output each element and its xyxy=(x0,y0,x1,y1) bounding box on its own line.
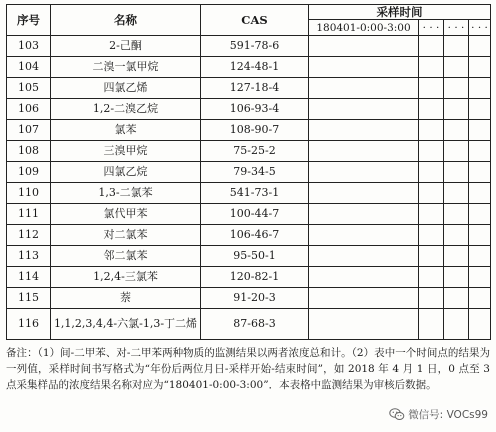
cell-value xyxy=(309,204,419,225)
cell-name: 1,2-二溴乙烷 xyxy=(51,99,201,120)
table-row xyxy=(7,36,491,57)
cell-seq: 112 xyxy=(7,225,51,246)
header-time-col: · · · xyxy=(469,20,491,36)
cell-name: 三溴甲烷 xyxy=(51,141,201,162)
cell-name: 1,2,4-三氯苯 xyxy=(51,267,201,288)
cell-value xyxy=(309,99,419,120)
cell-value xyxy=(444,204,469,225)
cell-value xyxy=(469,267,491,288)
wechat-icon xyxy=(389,408,405,421)
cell-value xyxy=(444,225,469,246)
cell-cas: 106-46-7 xyxy=(201,225,309,246)
cell-value xyxy=(444,120,469,141)
cell-name: 二溴一氯甲烷 xyxy=(51,57,201,78)
cell-seq: 115 xyxy=(7,288,51,309)
cell-value xyxy=(309,78,419,99)
cell-cas: 120-82-1 xyxy=(201,267,309,288)
cell-value xyxy=(419,57,444,78)
header-seq: 序号 xyxy=(7,5,51,36)
cell-name: 邻二氯苯 xyxy=(51,246,201,267)
cell-cas: 124-48-1 xyxy=(201,57,309,78)
cell-value xyxy=(419,225,444,246)
cell-cas: 75-25-2 xyxy=(201,141,309,162)
cell-cas: 95-50-1 xyxy=(201,246,309,267)
cell-seq: 108 xyxy=(7,141,51,162)
cell-value xyxy=(309,288,419,309)
header-time-col: · · · xyxy=(444,20,469,36)
cell-cas: 108-90-7 xyxy=(201,120,309,141)
cell-value xyxy=(419,120,444,141)
table-note: 备注：（1）间-二甲苯、对-二甲苯两种物质的监测结果以两者浓度总和计。（2）表中一个时间点的结果为一列值，采样时间书写格式为“年份后两位月日-采样开始-结束时间”，如 2018 年 4 月 1 日，0 点至 3 点采集样品的浓度结果名称对应为“180401-0:00-3:00”．本表格中监测结果为审核后数据。 xyxy=(6,347,490,391)
watermark xyxy=(389,407,488,422)
cell-value xyxy=(469,225,491,246)
cell-name: 氯苯 xyxy=(51,120,201,141)
cell-value xyxy=(419,246,444,267)
cell-value xyxy=(309,267,419,288)
table-row xyxy=(7,141,491,162)
cell-value xyxy=(469,288,491,309)
cell-cas: 106-93-4 xyxy=(201,99,309,120)
cell-value xyxy=(469,183,491,204)
cell-value xyxy=(469,36,491,57)
cell-name: 四氯乙烷 xyxy=(51,162,201,183)
cell-name: 2-己酮 xyxy=(51,36,201,57)
table-row xyxy=(7,78,491,99)
cell-value xyxy=(469,141,491,162)
cell-seq: 107 xyxy=(7,120,51,141)
cell-name: 氯代甲苯 xyxy=(51,204,201,225)
cell-cas: 91-20-3 xyxy=(201,288,309,309)
table-row xyxy=(7,309,491,340)
cell-value xyxy=(444,141,469,162)
cell-value xyxy=(444,162,469,183)
cell-value xyxy=(469,78,491,99)
cell-value xyxy=(309,162,419,183)
cell-value xyxy=(469,246,491,267)
cell-value xyxy=(444,246,469,267)
cell-cas: 541-73-1 xyxy=(201,183,309,204)
cell-seq: 106 xyxy=(7,99,51,120)
cell-value xyxy=(444,36,469,57)
cell-value xyxy=(469,309,491,340)
cell-value xyxy=(444,183,469,204)
cell-value xyxy=(444,57,469,78)
cell-value xyxy=(419,309,444,340)
table-row xyxy=(7,225,491,246)
table-body xyxy=(7,36,491,340)
cell-value xyxy=(419,288,444,309)
cell-seq: 110 xyxy=(7,183,51,204)
cell-value xyxy=(444,99,469,120)
cell-seq: 116 xyxy=(7,309,51,340)
document-sheet xyxy=(6,4,490,393)
cell-name: 对二氯苯 xyxy=(51,225,201,246)
cell-value xyxy=(309,36,419,57)
table-row xyxy=(7,288,491,309)
table-row xyxy=(7,162,491,183)
cell-value xyxy=(309,57,419,78)
header-time-col: · · · xyxy=(419,20,444,36)
cell-value xyxy=(419,78,444,99)
cell-value xyxy=(419,162,444,183)
cell-cas: 87-68-3 xyxy=(201,309,309,340)
table-row xyxy=(7,183,491,204)
cell-seq: 105 xyxy=(7,78,51,99)
cell-name: 萘 xyxy=(51,288,201,309)
header-sampling-time: 采样时间 xyxy=(309,5,491,20)
cell-value xyxy=(419,183,444,204)
header-time-col: 180401-0:00-3:00 xyxy=(309,20,419,36)
cell-value xyxy=(309,225,419,246)
cell-value xyxy=(444,288,469,309)
cell-name: 1,1,2,3,4,4-六氯-1,3-丁二烯 xyxy=(51,309,201,340)
cell-cas: 127-18-4 xyxy=(201,78,309,99)
cell-value xyxy=(309,309,419,340)
cell-seq: 104 xyxy=(7,57,51,78)
table-row xyxy=(7,120,491,141)
cell-value xyxy=(444,267,469,288)
table-row xyxy=(7,246,491,267)
cell-cas: 591-78-6 xyxy=(201,36,309,57)
cell-cas: 79-34-5 xyxy=(201,162,309,183)
voc-results-table xyxy=(6,4,491,340)
table-row xyxy=(7,57,491,78)
cell-value xyxy=(444,78,469,99)
watermark-text: 微信号: VOCs99 xyxy=(408,409,488,421)
cell-name: 四氯乙烯 xyxy=(51,78,201,99)
cell-value xyxy=(469,162,491,183)
cell-cas: 100-44-7 xyxy=(201,204,309,225)
cell-value xyxy=(309,120,419,141)
cell-value xyxy=(309,246,419,267)
cell-name: 1,3-二氯苯 xyxy=(51,183,201,204)
table-row xyxy=(7,204,491,225)
cell-value xyxy=(419,204,444,225)
cell-value xyxy=(419,36,444,57)
cell-seq: 111 xyxy=(7,204,51,225)
cell-value xyxy=(419,141,444,162)
cell-value xyxy=(469,99,491,120)
header-cas: CAS xyxy=(201,5,309,36)
header-name: 名称 xyxy=(51,5,201,36)
header-row-1 xyxy=(7,5,491,20)
cell-value xyxy=(419,267,444,288)
cell-value xyxy=(444,309,469,340)
table-row xyxy=(7,267,491,288)
cell-value xyxy=(469,204,491,225)
cell-value xyxy=(309,183,419,204)
cell-seq: 103 xyxy=(7,36,51,57)
cell-seq: 113 xyxy=(7,246,51,267)
cell-value xyxy=(469,120,491,141)
cell-value xyxy=(469,57,491,78)
cell-value xyxy=(419,99,444,120)
table-row xyxy=(7,99,491,120)
cell-value xyxy=(309,141,419,162)
cell-seq: 114 xyxy=(7,267,51,288)
cell-seq: 109 xyxy=(7,162,51,183)
